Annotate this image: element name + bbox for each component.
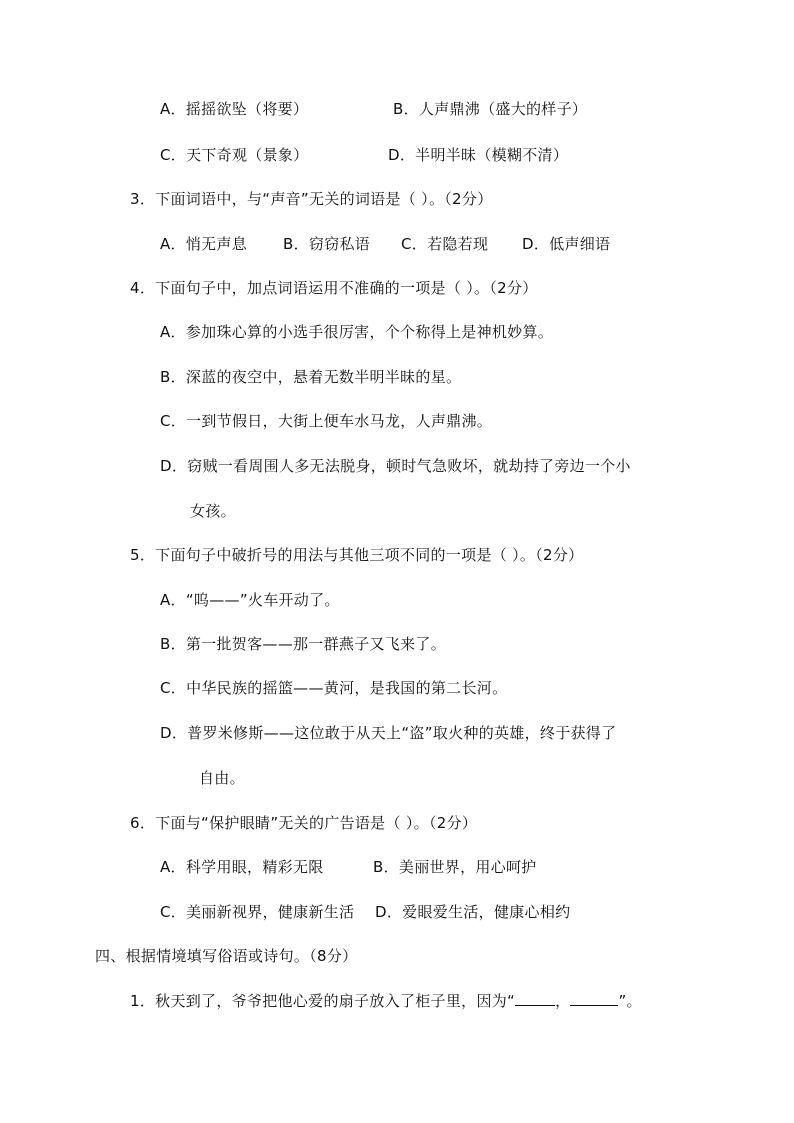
section-4-q1-suffix: ”。 (618, 992, 642, 1010)
q6-option-b: B．美丽世界，用心呵护 (373, 858, 537, 876)
q3-stem: 3．下面词语中，与“声音”无关的词语是（ ）。（2分） (130, 190, 493, 208)
section-4-q1-separator: ， (555, 992, 571, 1010)
q4-option-c: C．一到节假日，大街上便车水马龙，人声鼎沸。 (160, 412, 493, 430)
section-4-q1-prefix: 1．秋天到了，爷爷把他心爱的扇子放入了柜子里，因为“ (130, 992, 516, 1010)
q2-option-d: D．半明半昧（模糊不清） (388, 146, 569, 164)
q5-option-d-line2: 自由。 (199, 769, 245, 787)
q2-option-c: C．天下奇观（景象） (160, 146, 309, 164)
q3-option-b: B．窃窃私语 (283, 235, 371, 253)
q2-option-b: B．人声鼎沸（盛大的样子） (393, 100, 588, 118)
q5-stem: 5．下面句子中破折号的用法与其他三项不同的一项是（ ）。（2分） (130, 546, 584, 564)
q5-option-b: B．第一批贺客——那一群燕子又飞来了。 (160, 635, 446, 653)
q4-option-d-line2: 女孩。 (190, 502, 236, 520)
q6-stem: 6．下面与“保护眼睛”无关的广告语是（ ）。（2分） (130, 814, 478, 832)
q3-option-a: A．悄无声息 (160, 235, 248, 253)
answer-blank-1[interactable] (515, 991, 555, 1006)
q4-option-d-line1: D．窃贼一看周围人多无法脱身，顿时气急败坏，就劫持了旁边一个小 (160, 457, 631, 475)
q4-option-b: B．深蓝的夜空中，悬着无数半明半昧的星。 (160, 368, 462, 386)
section-4-question-1 (130, 991, 642, 1011)
answer-blank-2[interactable] (570, 991, 618, 1006)
q5-option-d-line1: D．普罗米修斯——这位敢于从天上“盗”取火种的英雄，终于获得了 (160, 724, 617, 742)
q5-option-c: C．中华民族的摇篮——黄河，是我国的第二长河。 (160, 679, 508, 697)
q5-option-a: A．“呜——”火车开动了。 (160, 591, 340, 609)
q4-stem: 4．下面句子中，加点词语运用不准确的一项是（ ）。（2分） (130, 279, 538, 297)
q4-option-a: A．参加珠心算的小选手很厉害，个个称得上是神机妙算。 (160, 323, 554, 341)
section-4-heading: 四、根据情境填写俗语或诗句。（8分） (95, 947, 358, 965)
q2-option-a: A．摇摇欲坠（将要） (160, 100, 309, 118)
q3-option-d: D．低声细语 (522, 235, 611, 253)
q6-option-d: D．爱眼爱生活，健康心相约 (375, 903, 571, 921)
q6-option-a: A．科学用眼，精彩无限 (160, 858, 324, 876)
q6-option-c: C．美丽新视界，健康新生活 (160, 903, 355, 921)
q3-option-c: C．若隐若现 (401, 235, 489, 253)
